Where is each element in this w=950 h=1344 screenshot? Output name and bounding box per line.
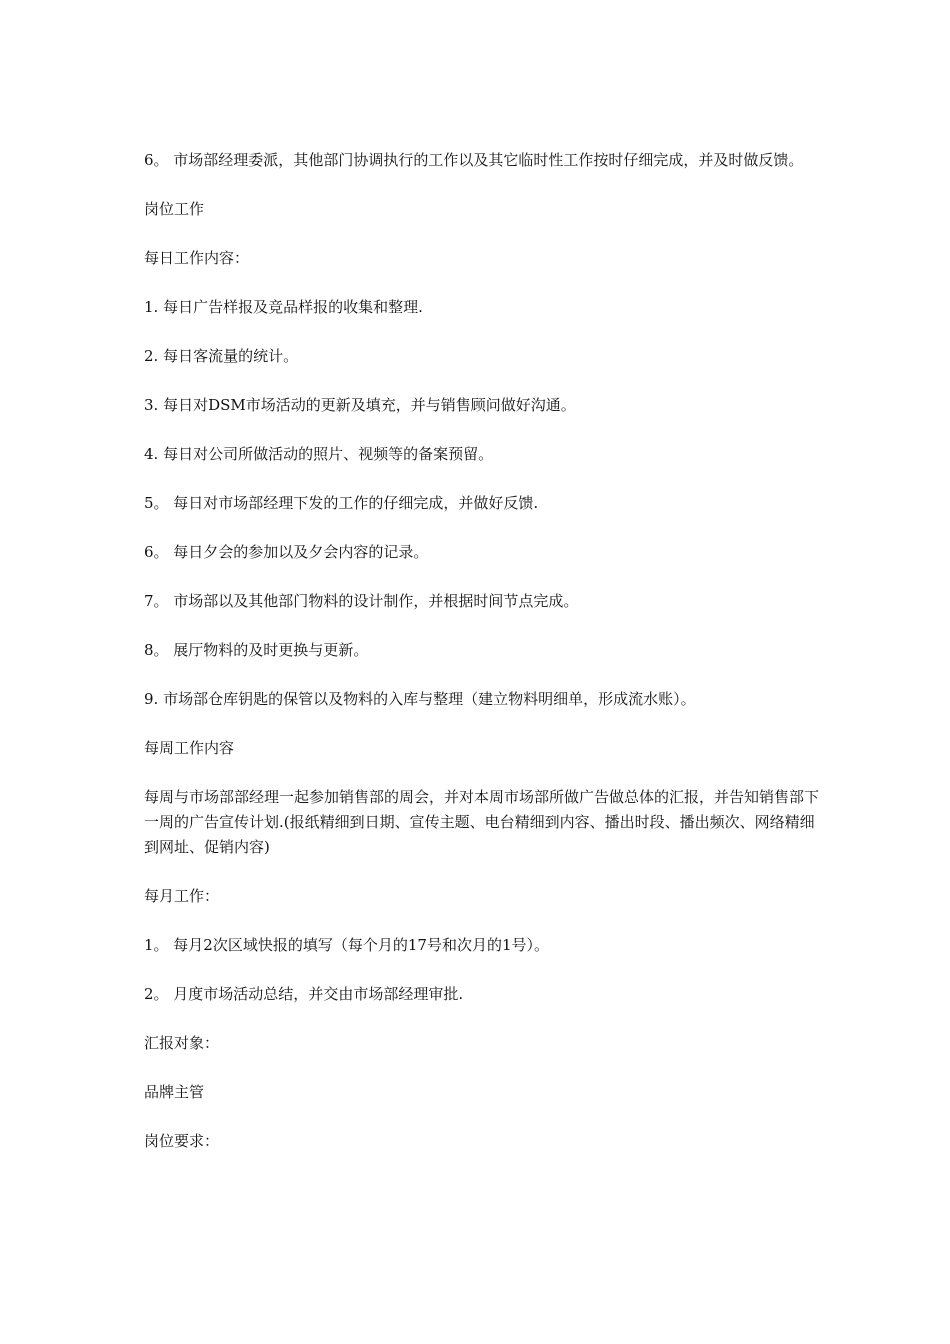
paragraph-temporary-tasks: 6。 市场部经理委派，其他部门协调执行的工作以及其它临时性工作按时仔细完成，并及时做反馈。 bbox=[144, 151, 804, 169]
daily-item-2: 2. 每日客流量的统计。 bbox=[144, 347, 299, 365]
daily-item-9: 9. 市场部仓库钥匙的保管以及物料的入库与整理（建立物料明细单，形成流水账）。 bbox=[144, 690, 696, 708]
daily-item-5: 5。 每日对市场部经理下发的工作的仔细完成，并做好反馈. bbox=[144, 494, 539, 512]
heading-monthly-work: 每月工作： bbox=[144, 887, 220, 905]
report-to-value: 品牌主管 bbox=[144, 1083, 205, 1101]
heading-job-requirements: 岗位要求： bbox=[144, 1132, 220, 1150]
daily-item-3: 3. 每日对DSM市场活动的更新及填充，并与销售顾问做好沟通。 bbox=[144, 396, 576, 414]
heading-weekly-work: 每周工作内容 bbox=[144, 739, 235, 757]
heading-report-to: 汇报对象： bbox=[144, 1034, 220, 1052]
daily-item-4: 4. 每日对公司所做活动的照片、视频等的备案预留。 bbox=[144, 445, 494, 463]
heading-daily-work: 每日工作内容： bbox=[144, 249, 250, 267]
daily-item-6: 6。 每日夕会的参加以及夕会内容的记录。 bbox=[144, 543, 429, 561]
daily-item-1: 1. 每日广告样报及竞品样报的收集和整理. bbox=[144, 298, 423, 316]
weekly-work-description: 每周与市场部部经理一起参加销售部的周会，并对本周市场部所做广告做总体的汇报，并告知销售部下一周的广告宣传计划.(报纸精细到日期、宣传主题、电台精细到内容、播出时段、播出频次、网络精细到网址、促销内容) bbox=[144, 788, 820, 856]
monthly-item-2: 2。 月度市场活动总结，并交由市场部经理审批. bbox=[144, 985, 464, 1003]
daily-item-8: 8。 展厅物料的及时更换与更新。 bbox=[144, 641, 369, 659]
monthly-item-1: 1。 每月2次区域快报的填写（每个月的17号和次月的1号）。 bbox=[144, 936, 549, 954]
daily-item-7: 7。 市场部以及其他部门物料的设计制作，并根据时间节点完成。 bbox=[144, 592, 579, 610]
document-body bbox=[144, 148, 824, 1178]
heading-job-duties: 岗位工作 bbox=[144, 200, 205, 218]
